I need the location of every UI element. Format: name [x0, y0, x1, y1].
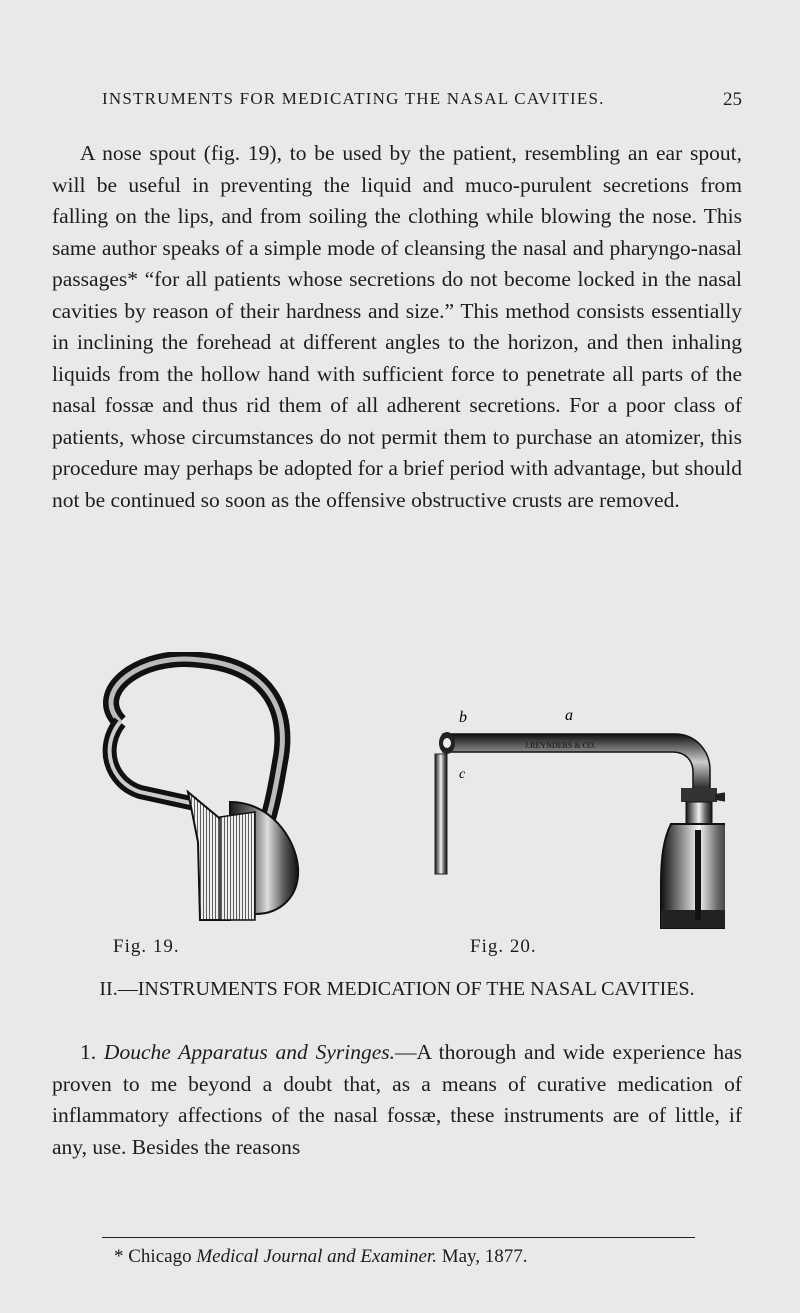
- section-body: [52, 1037, 742, 1163]
- footnote: [114, 1244, 714, 1270]
- footnote-date: May, 1877.: [441, 1246, 528, 1267]
- maker-mark: J.REYNDERS & CO.: [525, 741, 596, 750]
- fig20-label-a: a: [565, 710, 573, 724]
- item-text: —A thorough and wide experience has proven to me beyond a doubt that, as a means of curative medication of inflammatory affections of the nasal fossæ, these instruments are of little, if any, use. Besides the reasons: [52, 1040, 743, 1159]
- fig20-label-b: b: [459, 710, 467, 726]
- running-title: INSTRUMENTS FOR MEDICATING THE NASAL CAVITIES.: [102, 89, 605, 108]
- fig20-label-c: c: [459, 767, 466, 782]
- footnote-marker: * Chicago: [114, 1246, 192, 1267]
- fig19-caption: Fig. 19.: [113, 936, 180, 957]
- section-paragraph: [52, 1037, 742, 1163]
- running-header: [102, 89, 742, 109]
- fig20-caption: Fig. 20.: [470, 936, 537, 957]
- footnote-rule: [102, 1237, 695, 1238]
- body-paragraph: [52, 138, 742, 516]
- figures-area: [80, 650, 740, 940]
- paragraph-1: A nose spout (fig. 19), to be used by the patient, resembling an ear spout, will be useful in preventing the liquid and muco-purulent secretions from falling on the lips, and from soiling the clothing while blowing the nose. This same author speaks of a simple mode of cleansing the nasal and pharyngo-nasal passages* “for all patients whose secretions do not become locked in the nasal cavities by reason of their hardness and size.” This method consists essentially in inclining the forehead at different angles to the horizon, and then inhaling liquids from the hollow hand with sufficient force to penetrate all parts of the nasal fossæ and thus rid them of all adherent secretions. For a poor class of patients, whose circumstances do not permit them to purchase an atomizer, this procedure may perhaps be adopted for a brief period with advantage, but should not be continued so soon as the offensive obstructive crusts are removed.: [52, 141, 742, 512]
- atomizer-illustration: [395, 710, 725, 930]
- item-title: Douche Apparatus and Syringes.: [103, 1040, 396, 1064]
- nose-spout-illustration: [80, 652, 320, 924]
- footnote-journal: Medical Journal and Examiner.: [196, 1246, 437, 1267]
- section-heading: II.—INSTRUMENTS FOR MEDICATION OF THE NASAL CAVITIES.: [99, 978, 695, 1000]
- page-number: 25: [723, 89, 742, 110]
- item-number: 1.: [80, 1040, 97, 1064]
